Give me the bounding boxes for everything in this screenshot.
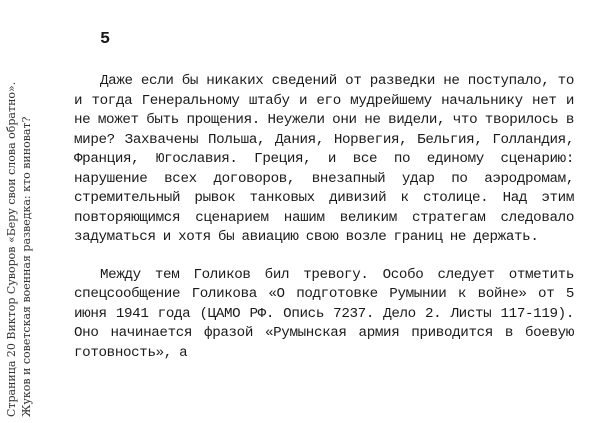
page-number: 5: [100, 30, 111, 49]
paragraph-1: Даже если бы никаких сведений от разведки не поступало, то и тогда Генеральному штабу и его мудрейшему начальнику нет и не может быть прощения. Неужели они не видели, что творилось в мире? Захвачены Польша, Дания, Норвегия, Бельгия, Голландия, Франция, Югославия. Греция, и все по единому сценарию: нарушение всех договоров, внезапный удар по аэродромам, стремительный рывок танковых дивизий к столице. Над этим повторяющимся сценарием нашим великим стратегам следовало задуматься и хотя бы авиацию свою возле границ не держать.: [74, 73, 574, 245]
page-header-sidebar: [0, 0, 44, 423]
running-header: [4, 3, 34, 417]
running-header-line-1: Страница 20 Виктор Суворов «Беру свои слова обратно».: [5, 81, 18, 417]
running-header-line-2: Жуков и советская военная разведка: кто виноват?: [20, 116, 33, 417]
page-body: [74, 30, 574, 363]
paragraph-2: Между тем Голиков бил тревогу. Особо следует отметить спецсообщение Голикова «О подготовке Румынии к войне» от 5 июня 1941 года (ЦАМО РФ. Опись 7237. Дело 2. Листы 117-119). Оно начинается фразой «Румынская армия приводится в боевую готовность», а: [74, 266, 574, 361]
